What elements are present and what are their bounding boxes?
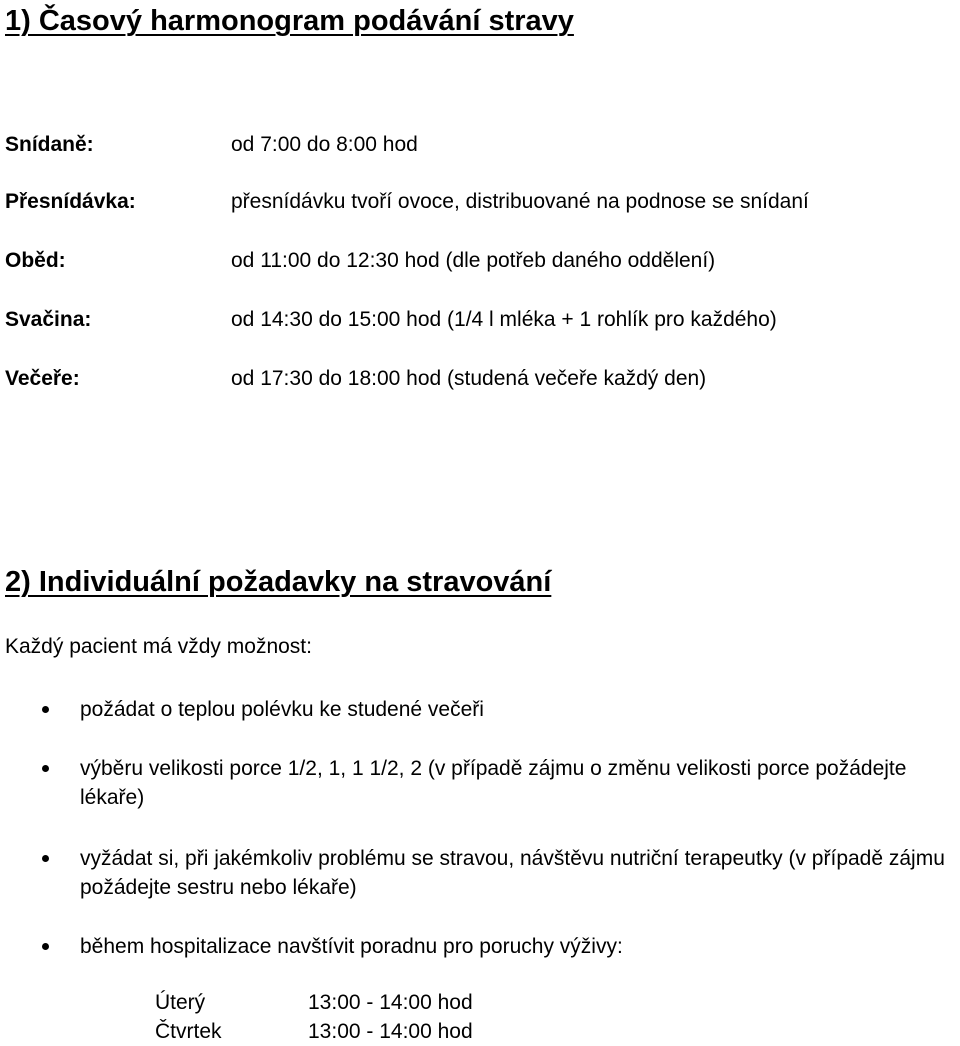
consult-time: 13:00 - 14:00 hod [308,1020,473,1043]
schedule-label-afternoon-snack: Svačina: [5,308,92,331]
schedule-value-afternoon-snack: od 14:30 do 15:00 hod (1/4 l mléka + 1 rohlík pro každého) [231,308,777,331]
list-item: výběru velikosti porce 1/2, 1, 1 1/2, 2 (v případě zájmu o změnu velikosti porce požádejte lékaře) [80,757,907,809]
intro-text: Každý pacient má vždy možnost: [5,635,312,658]
schedule-value-morning-snack: přesnídávku tvoří ovoce, distribuované na podnose se snídaní [231,190,809,213]
consult-time: 13:00 - 14:00 hod [308,991,473,1014]
schedule-label-breakfast: Snídaně: [5,133,94,156]
schedule-label-morning-snack: Přesnídávka: [5,190,136,213]
schedule-value-lunch: od 11:00 do 12:30 hod (dle potřeb daného oddělení) [231,249,716,272]
consult-day: Úterý [155,991,206,1014]
bullet-icon [42,765,49,772]
list-item: vyžádat si, při jakémkoliv problému se stravou, návštěvu nutriční terapeutky (v případě zájmu požádejte sestru nebo lékaře) [80,847,945,899]
section-2-heading: 2) Individuální požadavky na stravování [5,566,552,598]
schedule-label-dinner: Večeře: [5,367,80,390]
section-1-heading: 1) Časový harmonogram podávání stravy [5,5,574,37]
list-item: požádat o teplou polévku ke studené večeři [80,698,484,721]
list-item: během hospitalizace navštívit poradnu pro poruchy výživy: [80,935,623,958]
consult-day: Čtvrtek [155,1020,222,1043]
bullet-icon [42,943,49,950]
bullet-icon [42,706,49,713]
schedule-value-breakfast: od 7:00 do 8:00 hod [231,133,418,156]
schedule-value-dinner: od 17:30 do 18:00 hod (studená večeře každý den) [231,367,707,390]
bullet-icon [42,855,49,862]
schedule-label-lunch: Oběd: [5,249,66,272]
